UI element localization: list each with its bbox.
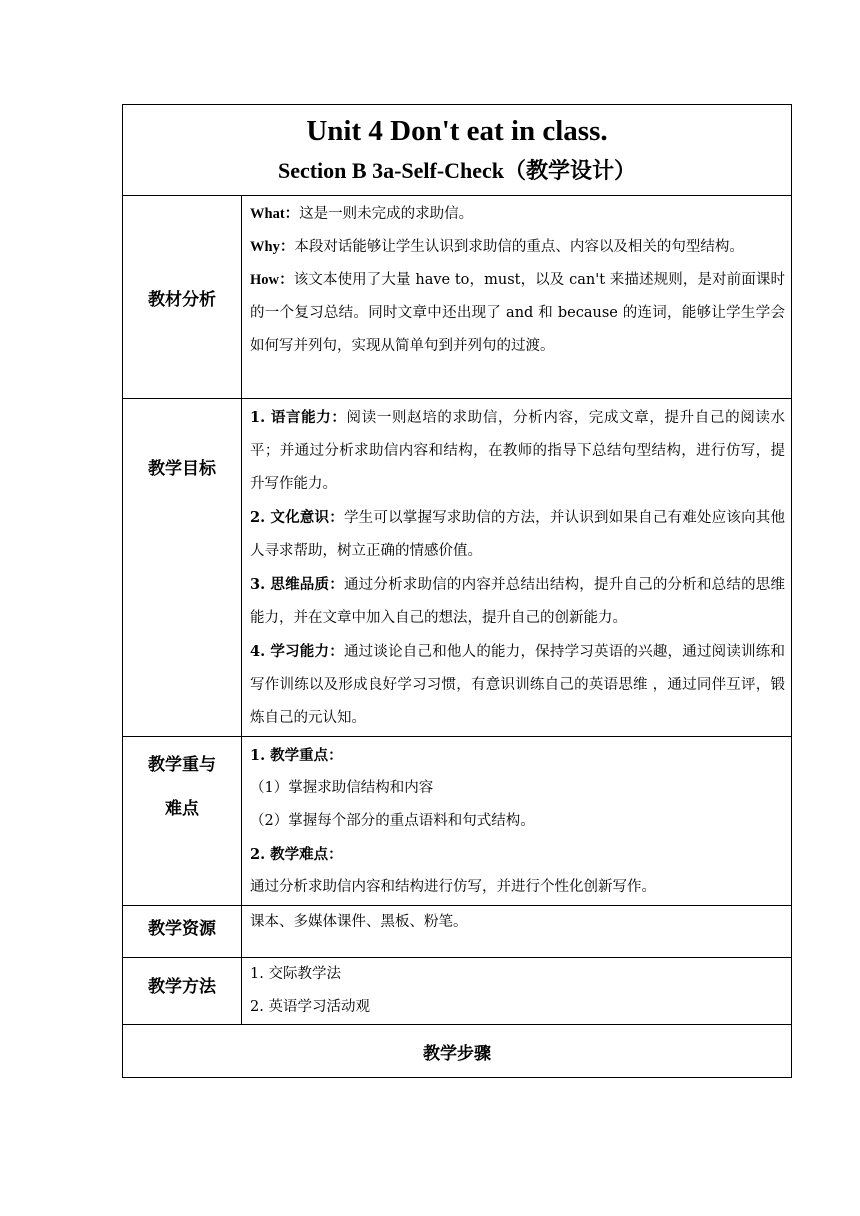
objectives-row [123,399,792,737]
methods-label: 教学方法 [123,958,242,1025]
methods-row [123,958,792,1025]
objectives-label: 教学目标 [123,399,242,737]
objective-key: 4. 学习能力： [250,643,344,660]
how-line [250,264,785,363]
focus-label-line2: 难点 [165,799,199,819]
how-text: 该文本使用了大量 have to，must，以及 can't 来描述规则，是对前面课时的一个复习总结。同时文章中还出现了 and 和 because 的连词，能够让学生学会如何写并列句，实现从简单句到并列句的过渡。 [250,272,785,354]
how-key: How： [250,272,294,288]
objective-text: 阅读一则赵培的求助信，分析内容，完成文章，提升自己的阅读水平；并通过分析求助信内容和结构，在教师的指导下总结句型结构，进行仿写，提升写作能力。 [250,410,786,492]
methods-content [242,958,792,1025]
analysis-row [123,196,792,399]
focus-label [123,737,242,906]
method-item-1: 1. 交际教学法 [250,966,341,982]
lesson-plan-table [122,104,792,1078]
objective-text: 通过分析求助信的内容并总结出结构，提升自己的分析和总结的思维能力，并在文章中加入自己的想法，提升自己的创新能力。 [250,577,786,626]
focus-label-line1: 教学重与 [148,755,216,775]
objective-item [250,568,785,635]
objective-item [250,635,785,735]
resources-label: 教学资源 [123,906,242,958]
objective-text: 学生可以掌握写求助信的方法，并认识到如果自己有难处应该向其他人寻求帮助，树立正确的情感价值。 [250,510,786,559]
steps-heading: 教学步骤 [123,1025,792,1078]
objective-key: 1. 语言能力： [250,409,347,426]
resources-content [242,906,792,958]
focus-content [242,737,792,906]
why-line [250,231,785,264]
objective-key: 3. 思维品质： [250,576,344,593]
difficult-points-heading: 2. 教学难点： [250,846,343,863]
resources-row [123,906,792,958]
key-point-1: （1）掌握求助信结构和内容 [250,780,434,796]
what-text: 这是一则未完成的求助信。 [299,206,474,222]
unit-title: Unit 4 Don't eat in class. [306,115,608,147]
analysis-label: 教材分析 [123,196,242,399]
objective-text: 通过谈论自己和他人的能力，保持学习英语的兴趣，通过阅读训练和写作训练以及形成良好学习习惯，有意识训练自己的英语思维 ，通过同伴互评，锻炼自己的元认知。 [250,644,786,726]
method-item-2: 2. 英语学习活动观 [250,999,370,1015]
what-line [250,198,785,231]
steps-row [123,1025,792,1078]
key-points-heading: 1. 教学重点： [250,747,343,764]
analysis-content [242,196,792,399]
resources-text: 课本、多媒体课件、黑板、粉笔。 [250,914,468,930]
why-key: Why： [250,239,295,255]
what-key: What： [250,206,300,222]
section-subtitle: Section B 3a-Self-Check（教学设计） [277,158,637,183]
title-cell [123,105,792,196]
why-text: 本段对话能够让学生认识到求助信的重点、内容以及相关的句型结构。 [294,239,744,255]
objective-key: 2. 文化意识： [250,509,344,526]
objective-item [250,401,785,501]
key-point-2: （2）掌握每个部分的重点语料和句式结构。 [250,813,535,829]
focus-row [123,737,792,906]
difficult-point-text: 通过分析求助信内容和结构进行仿写，并进行个性化创新写作。 [250,879,656,895]
objective-item [250,501,785,568]
lesson-plan-page [122,104,791,1078]
objectives-content [242,399,792,737]
title-row [123,105,792,196]
